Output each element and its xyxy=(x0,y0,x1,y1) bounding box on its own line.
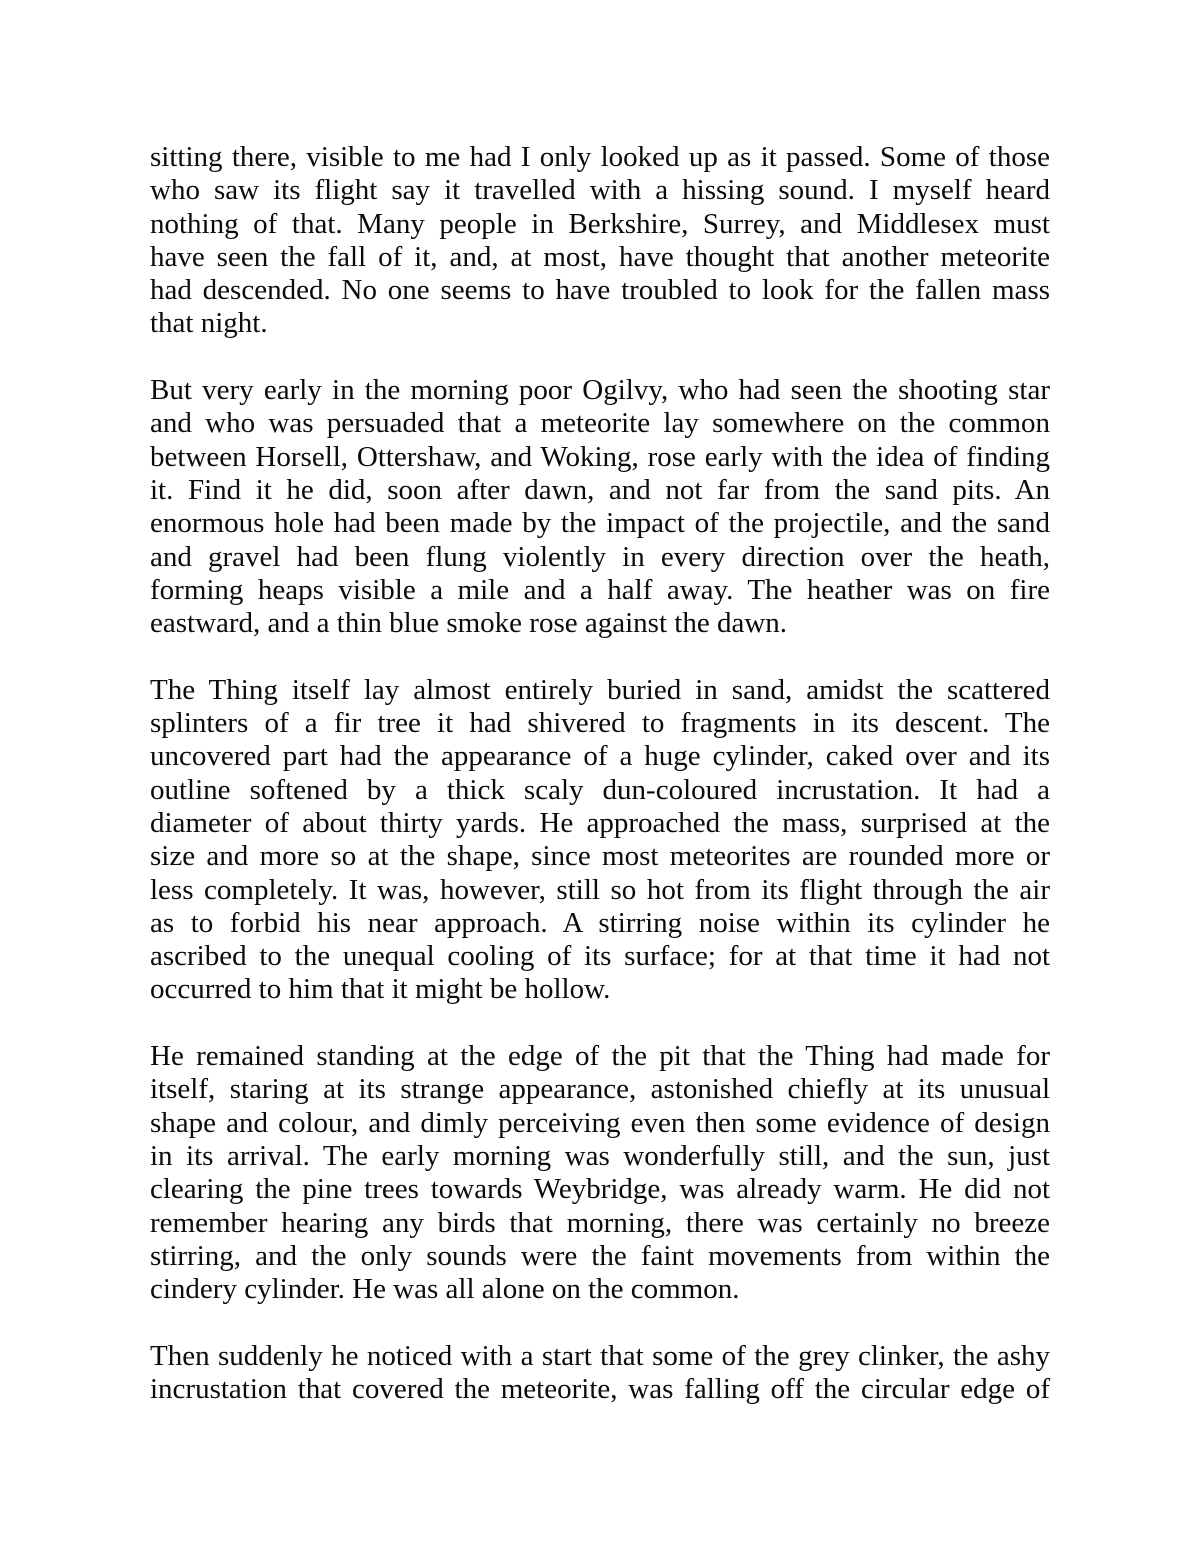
text-line: ascribed to the unequal cooling of its surface; for at that time it had not xyxy=(150,940,1050,973)
text-line: uncovered part had the appearance of a huge cylinder, caked over and its xyxy=(150,740,1050,773)
text-line: forming heaps visible a mile and a half away. The heather was on fire xyxy=(150,573,1050,606)
text-line: cindery cylinder. He was all alone on the common. xyxy=(150,1273,740,1306)
text-content xyxy=(150,141,1050,1406)
text-line: that night. xyxy=(150,307,268,340)
text-line: nothing of that. Many people in Berkshire, Surrey, and Middlesex must xyxy=(150,207,1050,240)
text-line: diameter of about thirty yards. He approached the mass, surprised at the xyxy=(150,806,1050,839)
text-line: itself, staring at its strange appearance, astonished chiefly at its unusual xyxy=(150,1073,1050,1106)
text-line: Then suddenly he noticed with a start that some of the grey clinker, the ashy xyxy=(150,1339,1050,1372)
text-line: But very early in the morning poor Ogilvy, who had seen the shooting star xyxy=(150,374,1050,407)
text-line: The Thing itself lay almost entirely buried in sand, amidst the scattered xyxy=(150,673,1050,706)
text-line: remember hearing any birds that morning, there was certainly no breeze xyxy=(150,1206,1050,1239)
text-line: outline softened by a thick scaly dun-coloured incrustation. It had a xyxy=(150,773,1050,806)
text-line: size and more so at the shape, since most meteorites are rounded more or xyxy=(150,840,1050,873)
text-line: eastward, and a thin blue smoke rose against the dawn. xyxy=(150,607,788,640)
text-line: as to forbid his near approach. A stirring noise within its cylinder he xyxy=(150,906,1050,939)
text-line: and gravel had been flung violently in every direction over the heath, xyxy=(150,540,1050,573)
text-line: enormous hole had been made by the impact of the projectile, and the sand xyxy=(150,507,1050,540)
text-line: who saw its flight say it travelled with a hissing sound. I myself heard xyxy=(150,174,1050,207)
text-line: occurred to him that it might be hollow. xyxy=(150,973,611,1006)
text-line: splinters of a fir tree it had shivered to fragments in its descent. The xyxy=(150,707,1050,740)
text-line: have seen the fall of it, and, at most, have thought that another meteorite xyxy=(150,240,1050,273)
text-line: it. Find it he did, soon after dawn, and not far from the sand pits. An xyxy=(150,473,1050,506)
paragraph xyxy=(150,1340,1050,1407)
text-line: shape and colour, and dimly perceiving even then some evidence of design xyxy=(150,1106,1050,1139)
text-line: less completely. It was, however, still so hot from its flight through the air xyxy=(150,873,1050,906)
text-line: clearing the pine trees towards Weybridge, was already warm. He did not xyxy=(150,1173,1050,1206)
text-line: in its arrival. The early morning was wonderfully still, and the sun, just xyxy=(150,1139,1050,1172)
text-line: He remained standing at the edge of the pit that the Thing had made for xyxy=(150,1040,1050,1073)
paragraph xyxy=(150,674,1050,1007)
text-line: had descended. No one seems to have troubled to look for the fallen mass xyxy=(150,274,1050,307)
text-line: and who was persuaded that a meteorite lay somewhere on the common xyxy=(150,407,1050,440)
text-line: incrustation that covered the meteorite, was falling off the circular edge of xyxy=(150,1372,1050,1405)
paragraph xyxy=(150,374,1050,640)
text-line: between Horsell, Ottershaw, and Woking, rose early with the idea of finding xyxy=(150,440,1050,473)
paragraph xyxy=(150,141,1050,341)
text-line: sitting there, visible to me had I only looked up as it passed. Some of those xyxy=(150,141,1050,173)
paragraph xyxy=(150,1040,1050,1306)
text-line: stirring, and the only sounds were the faint movements from within the xyxy=(150,1239,1050,1272)
